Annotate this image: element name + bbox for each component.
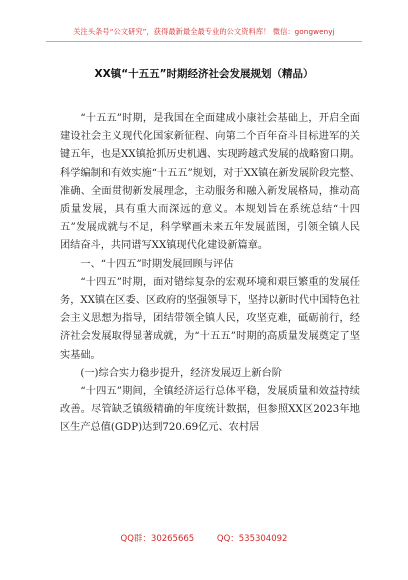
document-body: [60, 110, 360, 438]
header-divider: [46, 41, 362, 42]
footer: [0, 532, 408, 544]
intro-paragraph: “十五五”时期，是我国在全面建成小康社会基础上，开启全面建设社会主义现代化国家新征程、向第二个百年奋斗目标进军的关键五年，也是XX镇抢抓历史机遇、实现跨越式发展的战略窗口期。科学编制和有效实施“十五五”规划，对于XX镇在新发展阶段完整、准确、全面贯彻新发展理念，主动服务和融入新发展格局，推动高质量发展，具有重大而深远的意义。本规划旨在系统总结“十四五”发展成就与不足，科学擘画未来五年发展蓝图，引领全镇人民团结奋斗，共同谱写XX镇现代化建设新篇章。: [60, 113, 360, 252]
review-paragraph: “十四五”时期，面对错综复杂的宏观环境和艰巨繁重的发展任务，XX镇在区委、区政府的坚强领导下，坚持以新时代中国特色社会主义思想为指导，团结带领全镇人民，攻坚克难，砥砺前行，经济社会发展取得显著成就，为“十五五”时期的高质量发展奠定了坚实基础。: [60, 276, 360, 361]
footer-qq-group: QQ群：30265665: [120, 534, 195, 544]
footer-qq: QQ：535304092: [216, 534, 288, 544]
header-banner: 关注头条号“公文研究”，获得最新最全最专业的公文资料库！ 微信：gongwenyj: [73, 27, 335, 36]
economy-paragraph: “十四五”期间，全镇经济运行总体平稳，发展质量和效益持续改善。尽管缺乏镇级精确的年度统计数据，但参照XX区2023年地区生产总值(GDP)达到720.69亿元、农村居: [60, 386, 360, 434]
subsection-heading: (一)综合实力稳步提升，经济发展迈上新台阶: [80, 367, 282, 379]
section-heading: 一、“十四五”时期发展回顾与评估: [80, 258, 234, 270]
document-title: XX镇“十五五”时期经济社会发展规划（精品）: [94, 68, 314, 80]
